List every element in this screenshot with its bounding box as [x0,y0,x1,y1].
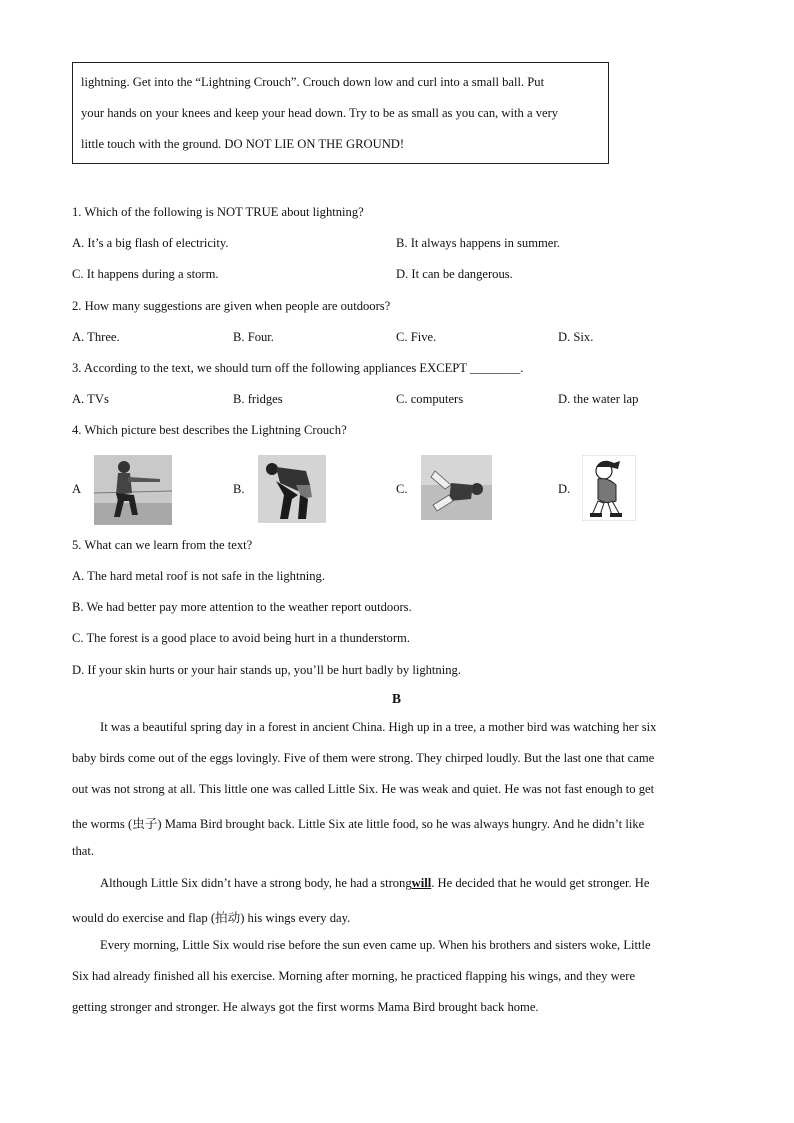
question-1-option-a[interactable]: A. It’s a big flash of electricity. [72,236,229,250]
question-1-option-b[interactable]: B. It always happens in summer. [396,236,561,250]
paragraph-line: would do exercise and flap (拍动) his wings every day. [72,911,351,925]
box-line: your hands on your knees and keep your head down. Try to be as small as you can, with a very [81,106,559,120]
question-1-option-c[interactable]: C. It happens during a storm. [72,267,219,281]
picture-a-squat-arms-forward[interactable] [94,455,172,525]
question-5-stem: 5. What can we learn from the text? [72,538,253,552]
question-3-stem: 3. According to the text, we should turn off the following appliances EXCEPT ________. [72,361,524,375]
paragraph-line: baby birds come out of the eggs lovingly. Five of them were strong. They chirped loudly. But the last one that came [72,751,655,765]
section-b-heading: B [392,691,402,706]
question-4-option-c[interactable]: C. [396,482,408,496]
paragraph-line: It was a beautiful spring day in a forest in ancient China. High up in a tree, a mother bird was watching her six [100,720,657,734]
passage-box [72,62,609,164]
box-line: lightning. Get into the “Lightning Crouch”. Crouch down low and curl into a small ball. Put [81,75,545,89]
question-3-option-d[interactable]: D. the water lap [558,392,639,406]
paragraph-text: Although Little Six didn’t have a strong body, he had a strong [100,876,412,890]
question-2-option-d[interactable]: D. Six. [558,330,594,344]
question-5-option-a[interactable]: A. The hard metal roof is not safe in the lightning. [72,569,325,583]
box-line: little touch with the ground. DO NOT LIE ON THE GROUND! [81,137,405,151]
question-3-option-b[interactable]: B. fridges [233,392,283,406]
paragraph-text: . He decided that he would get stronger. He [431,876,650,890]
paragraph-line: out was not strong at all. This little one was called Little Six. He was weak and quiet. He was not fast enough to get [72,782,655,796]
question-3-option-a[interactable]: A. TVs [72,392,109,406]
keyword-will: will [411,876,432,890]
question-5-option-d[interactable]: D. If your skin hurts or your hair stands up, you’ll be hurt badly by lightning. [72,663,461,677]
paragraph-line: that. [72,844,95,858]
question-2-option-b[interactable]: B. Four. [233,330,274,344]
question-4-option-d[interactable]: D. [558,482,571,496]
question-2-option-c[interactable]: C. Five. [396,330,437,344]
picture-d-cartoon-crouch[interactable] [582,455,636,521]
paragraph-line: the worms (虫子) Mama Bird brought back. Little Six ate little food, so he was always hungry. And he didn’t like [72,817,645,831]
question-1-option-d[interactable]: D. It can be dangerous. [396,267,513,281]
question-4-option-b[interactable]: B. [233,482,245,496]
question-5-option-b[interactable]: B. We had better pay more attention to the weather report outdoors. [72,600,412,614]
paragraph-line [100,876,649,891]
paragraph-line: Six had already finished all his exercise. Morning after morning, he practiced flapping his wings, and they were [72,969,636,983]
picture-c-lying-curled[interactable] [421,455,492,520]
question-4-stem: 4. Which picture best describes the Lightning Crouch? [72,423,347,437]
paragraph-line: getting stronger and stronger. He always got the first worms Mama Bird brought back home. [72,1000,539,1014]
picture-b-crouch-hands-on-knees[interactable] [258,455,326,523]
question-2-option-a[interactable]: A. Three. [72,330,120,344]
question-3-option-c[interactable]: C. computers [396,392,464,406]
question-2-stem: 2. How many suggestions are given when people are outdoors? [72,299,391,313]
question-4-option-a[interactable]: A [72,482,82,496]
question-5-option-c[interactable]: C. The forest is a good place to avoid being hurt in a thunderstorm. [72,631,410,645]
question-1-stem: 1. Which of the following is NOT TRUE about lightning? [72,205,364,219]
paragraph-line: Every morning, Little Six would rise before the sun even came up. When his brothers and sisters woke, Little [100,938,651,952]
